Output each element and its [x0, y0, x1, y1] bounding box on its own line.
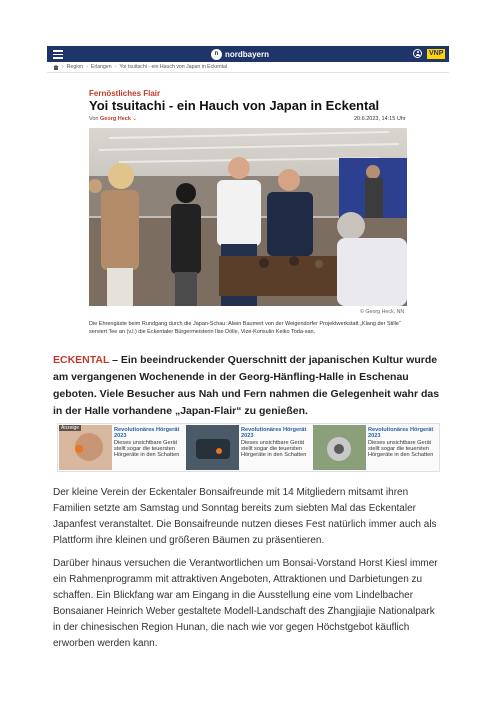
article-byline: [89, 116, 137, 122]
photo-caption: Die Ehrengäste beim Rundgang durch die Japan-Schau: Alwin Baumert von der Weigendorfer Projektwerkstatt „Klang der Stille“ serviert Tee an (v.l.) die Eckentaler Bürgermeisterin Ilse Dölle, Vize-Konsulin Keiko Toda-san,: [89, 321, 401, 335]
article-paragraph: Der kleine Verein der Eckentaler Bonsaifreunde mit 14 Mitgliedern mitsamt ihren Familien setzte am Samstag und Sonntag bereits zum siebten Mal das Eckentaler Japanfest veranstaltet. Die Bonsaifreunde nutzen dieses Fest natürlich immer auch als Plattform ihre kleinen und größeren Bäumen zu präsentieren.: [53, 487, 437, 546]
author-link[interactable]: Georg Heck: [100, 116, 131, 122]
photo-credit: © Georg Heck, NN: [360, 309, 405, 315]
ad-text[interactable]: Dieses unsichtbare Gerät stellt sogar die teuersten Hörgeräte in den Schatten: [114, 440, 180, 458]
article-kicker: Fernöstliches Flair: [89, 89, 161, 98]
chevron-right-icon: ›: [62, 64, 64, 70]
ad-title[interactable]: Revolutionäres Hörgerät 2023: [241, 427, 307, 439]
ad-title[interactable]: Revolutionäres Hörgerät 2023: [114, 427, 180, 439]
article-photo[interactable]: [89, 128, 407, 306]
chevron-right-icon: ›: [86, 64, 88, 70]
brand-logo-icon: n: [211, 49, 222, 60]
ad-thumbnail[interactable]: [186, 425, 239, 470]
brand-name: nordbayern: [225, 49, 270, 59]
ad-item[interactable]: [313, 425, 439, 470]
breadcrumb-item-region[interactable]: Region: [66, 64, 84, 70]
article-title: Yoi tsuitachi - ein Hauch von Japan in Eckental: [89, 98, 380, 113]
photo-illustration: [89, 128, 407, 306]
user-account-icon[interactable]: [413, 49, 422, 58]
article-date: 20.6.2023, 14:15 Uhr: [354, 116, 406, 122]
ad-thumbnail[interactable]: [313, 425, 366, 470]
divider: [47, 72, 449, 73]
breadcrumb-item-erlangen[interactable]: Erlangen: [90, 64, 112, 70]
ad-title[interactable]: Revolutionäres Hörgerät 2023: [368, 427, 434, 439]
brand-logo-link[interactable]: [211, 48, 269, 60]
ad-badge: Anzeige: [61, 425, 80, 431]
ad-text[interactable]: Dieses unsichtbare Gerät stellt sogar die teuersten Hörgeräte in den Schatten: [368, 440, 434, 458]
ad-item[interactable]: [59, 425, 185, 470]
breadcrumb: [53, 64, 227, 70]
ad-block: [57, 423, 440, 472]
menu-icon[interactable]: [53, 50, 63, 58]
ad-thumbnail[interactable]: [59, 425, 112, 470]
lead-location: ECKENTAL: [53, 354, 110, 366]
chevron-down-icon[interactable]: ⌄: [132, 116, 138, 122]
article-lead: [53, 352, 445, 420]
breadcrumb-item-current: Yoi tsuitachi - ein Hauch von Japan in Eckental: [119, 64, 228, 70]
ad-text[interactable]: Dieses unsichtbare Gerät stellt sogar die teuersten Hörgeräte in den Schatten: [241, 440, 307, 458]
top-navigation-bar: [47, 46, 449, 62]
byline-prefix: Von: [89, 116, 99, 122]
chevron-right-icon: ›: [114, 64, 117, 70]
home-icon[interactable]: [53, 65, 59, 70]
ad-item[interactable]: [186, 425, 312, 470]
article-paragraph: Darüber hinaus versuchen die Verantwortlichen um Bonsai-Vorstand Horst Kiesl immer ein Rahmenprogramm mit attraktiven Angeboten, Attraktionen und Darbietungen zu schaffen. Ein Blickfang war am Eingang in die Ausstellung eine vom Lindelbacher Bonsaianer Heinrich Weber gestaltete Modell-Landschaft des Zhangjiajie Nationalpark in der chinesischen Region Hunan, die nach wie vor gegen Höchstgebot käuflich erworben werden kann.: [53, 558, 438, 649]
lead-text: – Ein beeindruckender Querschnitt der japanischen Kultur wurde am vergangenen Wochenende in der Georg-Hänfling-Halle in Eschenau geboten. Viele Besucher aus Nah und Fern nahmen die Gelegenheit wahr das in der Halle vorhandene „Japan-Flair“ zu genießen.: [53, 354, 440, 417]
vnp-logo[interactable]: VNP: [429, 50, 444, 57]
